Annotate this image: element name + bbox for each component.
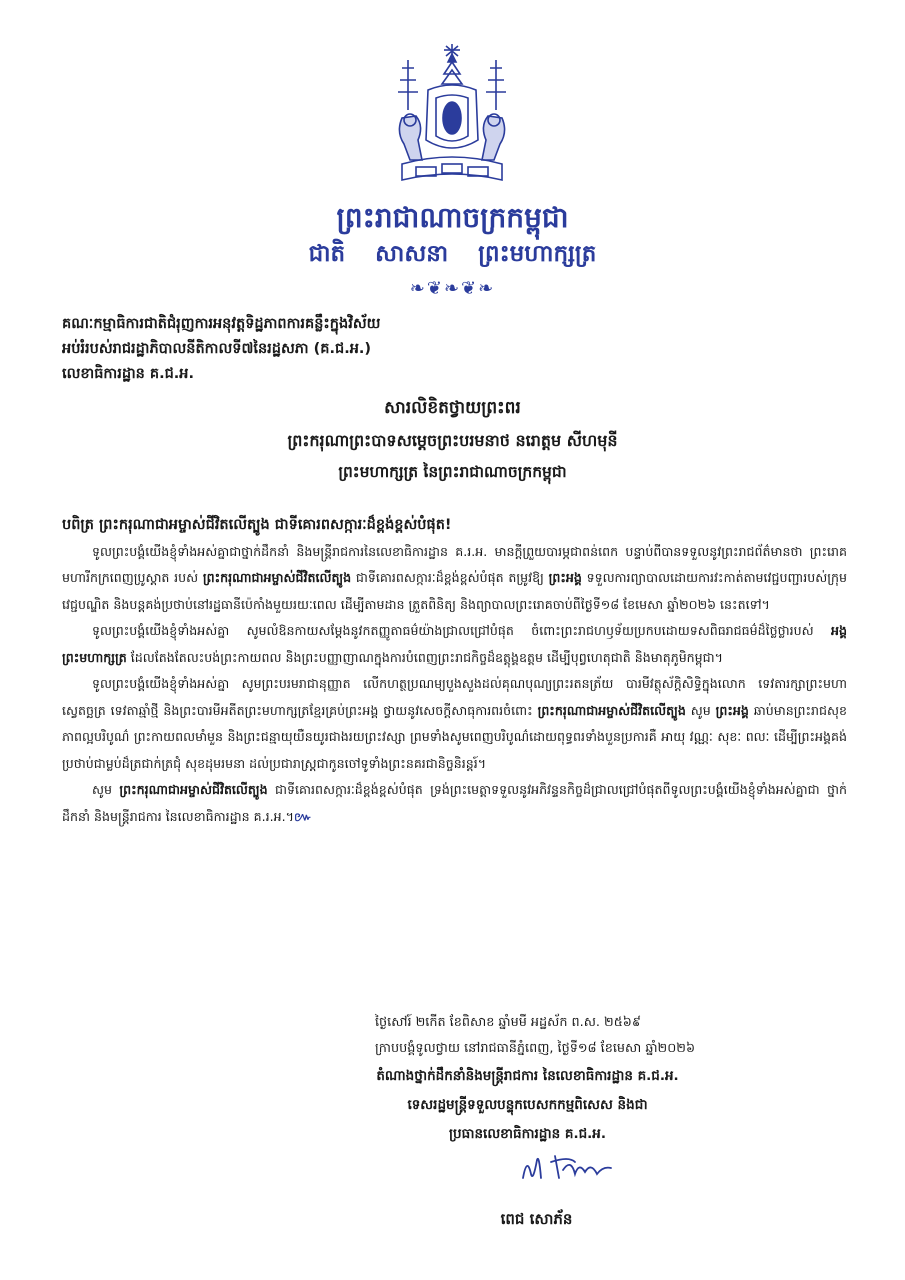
paragraph-2: [62, 618, 847, 671]
p1-text: ជាទីគោរពសក្ការៈដ៏ខ្ពង់ខ្ពស់បំផុត តម្រូវឱ្យ: [351, 570, 549, 585]
letter-body: [62, 512, 847, 830]
p2-emphasis: អង្គព្រះមហាក្សត្រ: [62, 623, 847, 665]
signatory-role-3: ប្រធានលេខាធិការដ្ឋាន គ.ជ.អ.: [449, 1126, 606, 1142]
p2-text: ដែលតែងតែលះបង់ព្រះកាយពល និងព្រះបញ្ញាញាណក្នុងការបំពេញព្រះរាជកិច្ចដ៏ឧត្តុង្គឧត្តម ដើម្បីបុព្វហេតុជាតិ និងមាតុភូមិកម្ពុជា។: [126, 649, 723, 665]
p1-emphasis-1: ព្រះករុណាជាអម្ចាស់ជីវិតលើត្បូង: [202, 570, 352, 585]
closing-mark: ៚: [293, 808, 312, 824]
salutation: [62, 512, 847, 539]
recipient-title-line-2: ព្រះមហាក្សត្រ នៃព្រះរាជាណាចក្រកម្ពុជា: [338, 463, 567, 481]
paragraph-4: [62, 777, 847, 830]
kingdom-name: ព្រះរាជាណាចក្រកម្ពុជា: [336, 201, 569, 234]
p4-emphasis: ព្រះករុណាជាអម្ចាស់ជីវិតលើត្បូង: [119, 782, 268, 797]
handwritten-signature-icon: [515, 1148, 625, 1188]
signer-name: ពេជ សោភ័ន: [500, 1210, 573, 1228]
p4-text: ជាទីគោរពសក្ការៈដ៏ខ្ពង់ខ្ពស់បំផុត ទ្រង់ព្រះមេត្តាទទួលនូវអភិវន្ទនកិច្ចដ៏ជ្រាលជ្រៅបំផុតពីទូលព្រះបង្គំយើងខ្ញុំទាំងអស់គ្នាជា ថ្នាក់ដឹកនាំ និងមន្ត្រីរាជការ នៃលេខាធិការដ្ឋាន គ.រ.អ.។: [62, 782, 847, 824]
signatory-role-2: ទេសរដ្ឋមន្ត្រីទទួលបន្ទុកបេសកកម្មពិសេស និងជា: [407, 1097, 648, 1113]
national-motto: ជាតិ សាសនា ព្រះមហាក្សត្រ: [308, 241, 597, 267]
salutation-address: ព្រះករុណាជាអម្ចាស់ជីវិតលើត្បូង ជាទីគោរពសក្ការៈដ៏ខ្ពង់ខ្ពស់បំផុត!: [98, 517, 452, 533]
paragraph-1: [62, 539, 847, 619]
signature-block: [0, 1062, 905, 1149]
ornament-divider: ❧❦❧❦❧: [409, 278, 496, 299]
paragraph-3: [62, 671, 847, 777]
p1-text: ទទួលការព្យាបាលដោយការវះកាត់តាមវេជ្ជបញ្ជារបស់ក្រុមវេជ្ជបណ្ឌិត និងបន្តគង់ប្រថាប់នៅរដ្ឋធានីប៉េកាំងមួយរយៈពេល ដើម្បីតាមដាន ត្រួតពិនិត្យ និងព្យាបាលព្រះរោគចាប់ពីថ្ងៃទី១៨ ខែមេសា ឆ្នាំ២០២៦ នេះតទៅ។: [62, 570, 848, 612]
letter-title: សារលិខិតថ្វាយព្រះពរ: [384, 398, 521, 418]
sender-block: [62, 312, 842, 387]
royal-coat-of-arms-icon: [388, 40, 516, 195]
salutation-prefix: បពិត្រ: [62, 517, 99, 533]
sender-line-2: អប់រំរបស់រាជរដ្ឋាភិបាលនីតិកាលទី៧នៃរដ្ឋសភា (គ.ជ.អ.): [62, 341, 372, 357]
p1-emphasis-2: ព្រះអង្គ: [548, 570, 582, 585]
p4-text: សូម: [92, 782, 120, 797]
date-block: [375, 1010, 855, 1062]
signatory-role-1: តំណាងថ្នាក់ដឹកនាំនិងមន្ត្រីរាជការ នៃលេខាធិការដ្ឋាន គ.ជ.អ.: [376, 1068, 679, 1084]
sender-line-1: គណៈកម្មាធិការជាតិជំរុញការអនុវត្តទិដ្ឋភាពការគន្លឹះក្នុងវិស័យ: [62, 316, 381, 332]
p3-emphasis-1: ព្រះករុណាជាអម្ចាស់ជីវិតលើត្បូង: [537, 702, 686, 718]
lunar-date: ថ្ងៃសៅរ៍ ២កើត ខែពិសាខ ឆ្នាំមមី អដ្ឋស័ក ព.ស. ២៥៦៩: [375, 1015, 641, 1030]
p3-text: សូម: [685, 702, 716, 718]
sender-line-3: លេខាធិការដ្ឋាន គ.ជ.អ.: [62, 366, 195, 382]
p3-text: ទូលព្រះបង្គំយើងខ្ញុំទាំងអស់គ្នា សូមព្រះបរមរាជានុញ្ញាត លើកហត្ថប្រណម្យបួងសួងដល់គុណបុណ្យព្រះរតនត្រ័យ បារមីវត្ថុស័ក្តិសិទ្ធិក្នុងលោក ទេវតារក្សាព្រះមហាស្វេតច្ឆត្រ ទេវតាឆ្មាំថ្មី និងព្រះបារមីអតីតព្រះមហាក្សត្រខ្មែរគ្រប់ព្រះអង្គ ថ្វាយនូវសេចក្តីសាធុការពរចំពោះ: [62, 676, 847, 718]
p3-emphasis-2: ព្រះអង្គ: [715, 702, 749, 718]
p3-text: ឆាប់មានព្រះរាជសុខភាពល្អបរិបូណ៌ ព្រះកាយពលមាំមួន និងព្រះជន្មាយុយឺនយូរជាងរយព្រះវស្សា ព្រមទាំងសូមពេញបរិបូណ៌ដោយពុទ្ធពរទាំងបួនប្រការគឺ អាយុ វណ្ណៈ សុខៈ ពលៈ ដើម្បីព្រះអង្គគង់ប្រថាប់ជាម្លប់ដ៏ត្រជាក់ត្រជុំ សុខដុមរមនា ដល់ប្រជារាស្ត្រជាកូនចៅទូទាំងព្រះនគរជានិច្ចនិរន្តរ៍។: [62, 702, 847, 771]
recipient-title-line-1: ព្រះករុណាព្រះបាទសម្តេចព្រះបរមនាថ នរោត្តម សីហមុនី: [287, 431, 618, 450]
solar-date: ក្រាបបង្គំទូលថ្វាយ នៅរាជធានីភ្នំពេញ, ថ្ងៃទី១៨ ខែមេសា ឆ្នាំ២០២៦: [375, 1041, 696, 1056]
p1-text: ទូលព្រះបង្គំយើងខ្ញុំទាំងអស់គ្នាជាថ្នាក់ដឹកនាំ និងមន្ត្រីរាជការនៃលេខាធិការដ្ឋាន គ.រ.អ. មានក្តីព្រួយបារម្ភជាពន់ពេក បន្ទាប់ពីបានទទួលនូវព្រះរាជព័ត៌មានថា ព្រះរោគមហារីកក្រពេញប្រូស្តាត របស់: [62, 543, 847, 585]
p2-text: ទូលព្រះបង្គំយើងខ្ញុំទាំងអស់គ្នា សូមលំឱនកាយសម្តែងនូវកតញ្ញូតាធម៌យ៉ាងជ្រាលជ្រៅបំផុត ចំពោះព្រះរាជហឫទ័យប្រកបដោយទសពិធរាជធម៌ដ៏ថ្លៃថ្លារបស់: [92, 623, 831, 638]
